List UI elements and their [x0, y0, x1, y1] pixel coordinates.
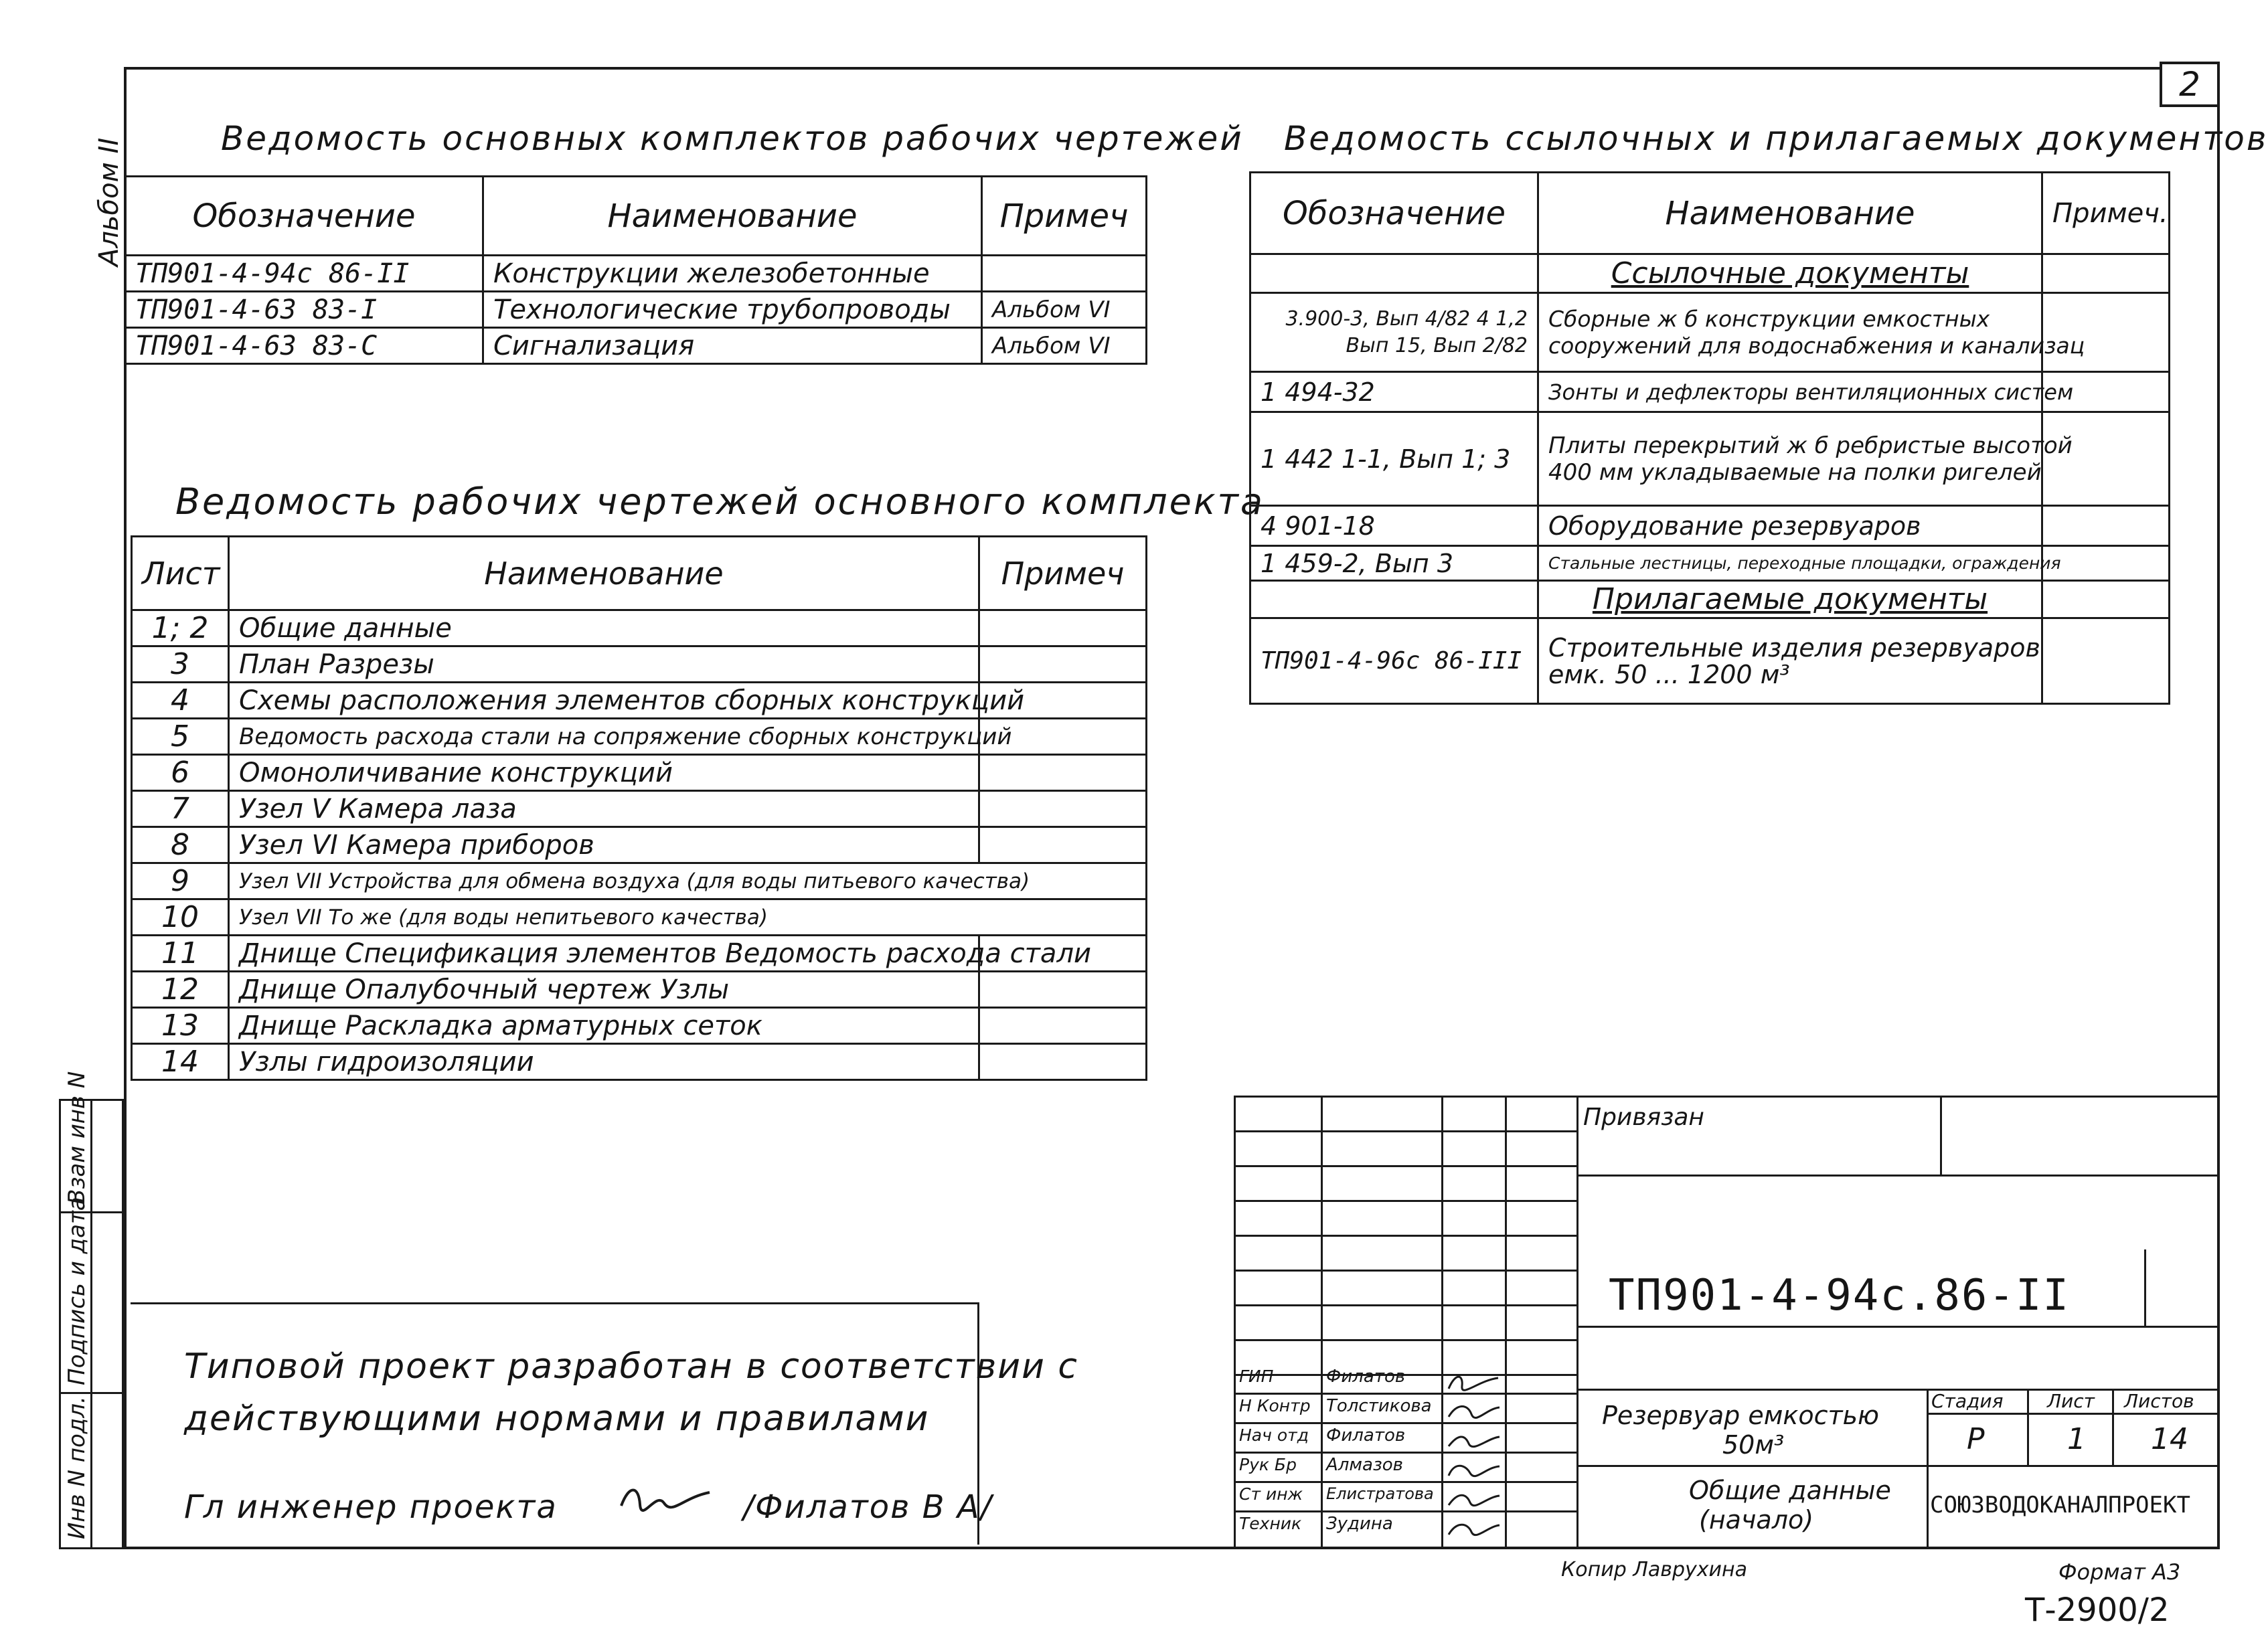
table-row — [1250, 581, 2170, 618]
table-row: 7 Узел V Камера лаза — [132, 791, 1147, 827]
sheets-value: 14 — [2151, 1422, 2188, 1456]
sidebar-inv-no: Инв N подл. — [64, 1396, 90, 1539]
sheet-subtitle: (начало) — [1699, 1505, 1814, 1535]
archive-number: Т-2900/2 — [2025, 1591, 2170, 1629]
paper-format: Формат А3 — [2058, 1559, 2181, 1585]
note-line-2: действующими нормами и правилами — [184, 1399, 930, 1439]
table-row: 1 442 1-1, Вып 1; 3 Плиты перекрытий ж б ребристые высотой 400 мм укладываемые на полки ригелей — [1250, 412, 2170, 506]
table-row: 4 Схемы расположения элементов сборных конструкций — [132, 683, 1147, 719]
table-row: 3.900-3, Вып 4/82 4 1,2 Вып 15, Вып 2/82 Сборные ж б конструкции емкостных сооружений для водоснабжения и канализац — [1250, 293, 2170, 372]
header-name: Наименование — [1538, 173, 2042, 254]
table-row: 1; 2 Общие данные — [132, 610, 1147, 646]
chief-engineer-label: Гл инженер проекта — [184, 1488, 558, 1526]
table-row: 5 Ведомость расхода стали на сопряжение сборных конструкций — [132, 719, 1147, 755]
table-row — [1250, 254, 2170, 293]
signatures — [1445, 1369, 1504, 1543]
drawings-table — [131, 535, 1147, 1081]
section-attached-docs: Прилагаемые документы — [1538, 581, 2042, 618]
stage-value: Р — [1967, 1422, 1985, 1456]
title-block: Привязан ТП901-4-94с.86-II Резервуар емкостью 50м³ Общие данные (начало) Стадия Лист Листов Р 1 14 СОЮЗВОДОКАНАЛПРОЕКТ ГИП Филатов Н Контр Толстикова Нач отд Филатов Рук Бр Алмазов Ст инж Елистратова Техник Зудина — [1234, 1096, 2220, 1549]
header-sheet: Лист — [132, 537, 229, 610]
organization: СОЮЗВОДОКАНАЛПРОЕКТ — [1930, 1492, 2190, 1518]
sheet-value: 1 — [2067, 1422, 2086, 1456]
table-row: ТП901-4-96с 86-III Строительные изделия резервуаров емк. 50 ... 1200 м³ — [1250, 618, 2170, 704]
table-row: ТП901-4-63 83-I Технологические трубопроводы Альбом VI — [125, 292, 1147, 328]
sidebar-replaced-inv: Взам инв N — [64, 1071, 90, 1205]
document-code: ТП901-4-94с.86-II — [1609, 1271, 2071, 1320]
drawings-title: Ведомость рабочих чертежей основного комплекта — [175, 481, 1265, 523]
table-row: 3 План Разрезы — [132, 646, 1147, 683]
table-row: 1 459-2, Вып 3 Стальные лестницы, переходные площадки, ограждения — [1250, 546, 2170, 581]
header-designation: Обозначение — [125, 177, 483, 256]
header-name: Наименование — [229, 537, 979, 610]
header-note: Примеч — [982, 177, 1147, 256]
main-kits-table — [124, 175, 1147, 365]
table-row: 1 494-32 Зонты и дефлекторы вентиляционных систем — [1250, 372, 2170, 412]
stage-header: Стадия — [1931, 1390, 2004, 1412]
object-volume: 50м³ — [1722, 1430, 1785, 1460]
table-row: 14 Узлы гидроизоляции — [132, 1044, 1147, 1080]
section-reference-docs: Ссылочные документы — [1538, 254, 2042, 293]
table-row: 9 Узел VII Устройства для обмена воздуха (для воды питьевого качества) — [132, 863, 1147, 899]
sheet-title: Общие данные — [1689, 1476, 1891, 1505]
table-row: 8 Узел VI Камера приборов — [132, 827, 1147, 863]
references-table — [1249, 171, 2170, 705]
references-title: Ведомость ссылочных и прилагаемых документов — [1284, 119, 2268, 158]
table-row: 4 901-18 Оборудование резервуаров — [1250, 506, 2170, 546]
table-row: ТП901-4-94с 86-II Конструкции железобетонные — [125, 256, 1147, 292]
chief-engineer-name: /Филатов В А/ — [743, 1488, 993, 1526]
object-name: Резервуар емкостью — [1602, 1401, 1880, 1430]
main-kits-title: Ведомость основных комплектов рабочих чертежей — [221, 119, 1244, 158]
header-designation: Обозначение — [1250, 173, 1538, 254]
header-name: Наименование — [483, 177, 982, 256]
table-row: 10 Узел VII То же (для воды непитьевого качества) — [132, 899, 1147, 936]
album-label: Альбом II — [94, 137, 125, 266]
header-note: Примеч — [979, 537, 1147, 610]
sheet-number: 2 — [2179, 65, 2200, 104]
privyazan-label: Привязан — [1583, 1104, 1704, 1131]
note-line-1: Типовой проект разработан в соответствии с — [184, 1346, 1079, 1387]
copied-by: Копир Лаврухина — [1561, 1558, 1748, 1581]
table-row: 6 Омоноличивание конструкций — [132, 755, 1147, 791]
table-row: 11 Днище Спецификация элементов Ведомость расхода стали — [132, 936, 1147, 972]
table-row: 12 Днище Опалубочный чертеж Узлы — [132, 972, 1147, 1008]
table-row: ТП901-4-63 83-С Сигнализация Альбом VI — [125, 328, 1147, 364]
sheet-header: Лист — [2047, 1390, 2095, 1412]
chief-engineer-signature — [616, 1478, 716, 1525]
sheets-header: Листов — [2124, 1390, 2194, 1412]
table-row: 13 Днище Раскладка арматурных сеток — [132, 1008, 1147, 1044]
header-note: Примеч. — [2042, 173, 2170, 254]
sidebar-signature-date: Подпись и дата — [64, 1197, 90, 1385]
